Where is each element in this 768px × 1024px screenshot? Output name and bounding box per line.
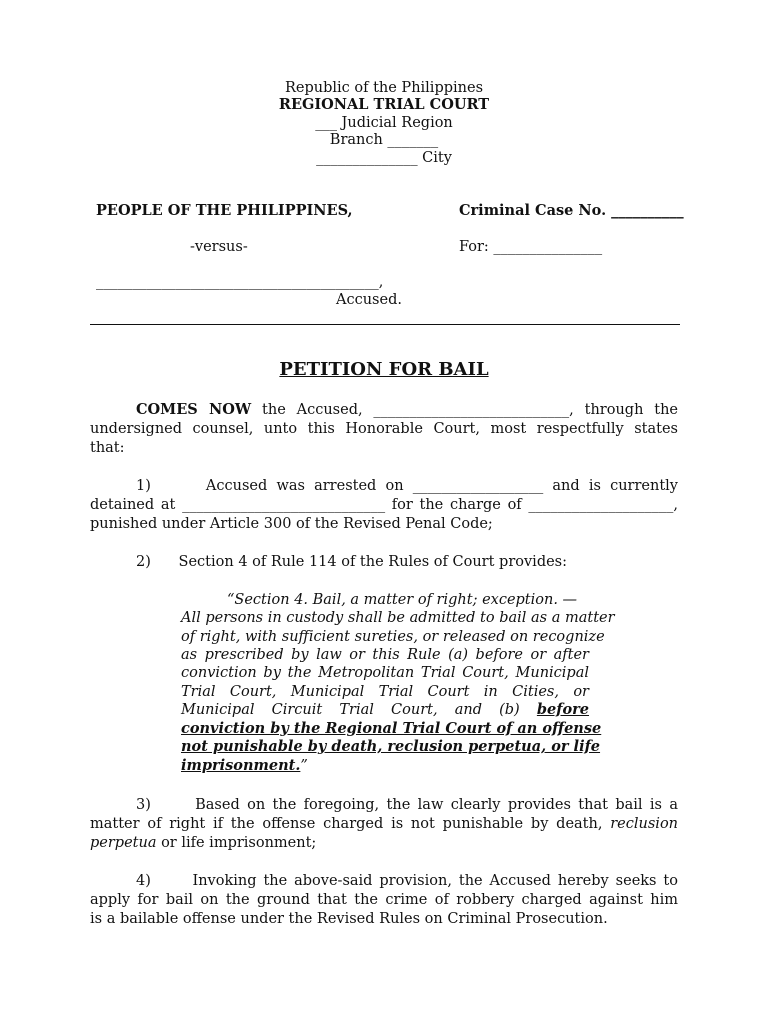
header-republic: Republic of the Philippines bbox=[284, 80, 484, 96]
quote-close-mark: ” bbox=[300, 758, 308, 774]
caption-divider bbox=[90, 324, 680, 325]
quote-emphasis-before: before bbox=[536, 701, 590, 718]
header-branch: Branch _______ bbox=[329, 132, 439, 148]
header-court: REGIONAL TRIAL COURT bbox=[278, 96, 490, 113]
quote-line-7-text: Municipal Circuit Trial Court, and (b) bbox=[181, 702, 520, 718]
header-city: ______________ City bbox=[316, 150, 452, 166]
quote-line-5: conviction by the Metropolitan Trial Court, Municipal bbox=[181, 665, 589, 681]
p1-line-3: punished under Article 300 of the Revised Penal Code; bbox=[90, 516, 493, 532]
quote-line-3: of right, with sufficient sureties, or released on recognize bbox=[181, 629, 605, 645]
p3-line-2 bbox=[90, 815, 678, 833]
p4-line-1: 4) Invoking the above-said provision, the Accused hereby seeks to bbox=[136, 873, 678, 889]
document-title: PETITION FOR BAIL bbox=[279, 359, 489, 380]
versus-label: -versus- bbox=[190, 239, 248, 255]
quote-line-2: All persons in custody shall be admitted to bail as a matter bbox=[181, 610, 615, 626]
intro-line-2: undersigned counsel, unto this Honorable Court, most respectfully states bbox=[90, 421, 678, 437]
quote-line-7 bbox=[181, 701, 589, 719]
p3-line-3 bbox=[90, 834, 316, 852]
intro-line-1 bbox=[90, 401, 678, 419]
p1-line-2: detained at ____________________________ for the charge of ____________________, bbox=[90, 497, 678, 513]
p3-line-1: 3) Based on the foregoing, the law clearly provides that bail is a bbox=[136, 797, 678, 813]
comes-now: COMES NOW bbox=[136, 401, 252, 418]
p4-line-3: is a bailable offense under the Revised Rules on Criminal Prosecution. bbox=[90, 911, 608, 927]
p2-line-1: 2) Section 4 of Rule 114 of the Rules of Court provides: bbox=[136, 554, 568, 570]
intro-line-3: that: bbox=[90, 440, 125, 456]
quote-line-1: “Section 4. Bail, a matter of right; exception. — bbox=[227, 592, 578, 608]
intro-line-1-text: the Accused, ___________________________, through the bbox=[262, 402, 679, 418]
accused-blank: _______________________________________, bbox=[96, 274, 384, 290]
p3-line-2-text: matter of right if the offense charged is not punishable by death, bbox=[90, 816, 603, 832]
plaintiff-name: PEOPLE OF THE PHILIPPINES, bbox=[96, 202, 353, 219]
p3-perpetua: perpetua bbox=[90, 835, 157, 851]
quote-line-9: not punishable by death, reclusion perpetua, or life bbox=[181, 738, 601, 755]
quote-line-4: as prescribed by law or this Rule (a) before or after bbox=[181, 647, 589, 663]
charge-for: For: _______________ bbox=[459, 239, 603, 255]
case-number: Criminal Case No. __________ bbox=[459, 202, 684, 219]
header-region: ___ Judicial Region bbox=[315, 115, 453, 131]
quote-line-6: Trial Court, Municipal Trial Court in Cities, or bbox=[181, 684, 589, 700]
quote-line-10 bbox=[181, 757, 308, 775]
p3-line-3-text: or life imprisonment; bbox=[161, 835, 317, 851]
p4-line-2: apply for bail on the ground that the crime of robbery charged against him bbox=[90, 892, 678, 908]
quote-emphasis-imprisonment: imprisonment. bbox=[181, 757, 301, 774]
p1-line-1: 1) Accused was arrested on __________________ and is currently bbox=[136, 478, 678, 494]
quote-line-8: conviction by the Regional Trial Court of an offense bbox=[181, 720, 602, 737]
p3-reclusion: reclusion bbox=[610, 816, 679, 832]
accused-label: Accused. bbox=[336, 292, 402, 308]
